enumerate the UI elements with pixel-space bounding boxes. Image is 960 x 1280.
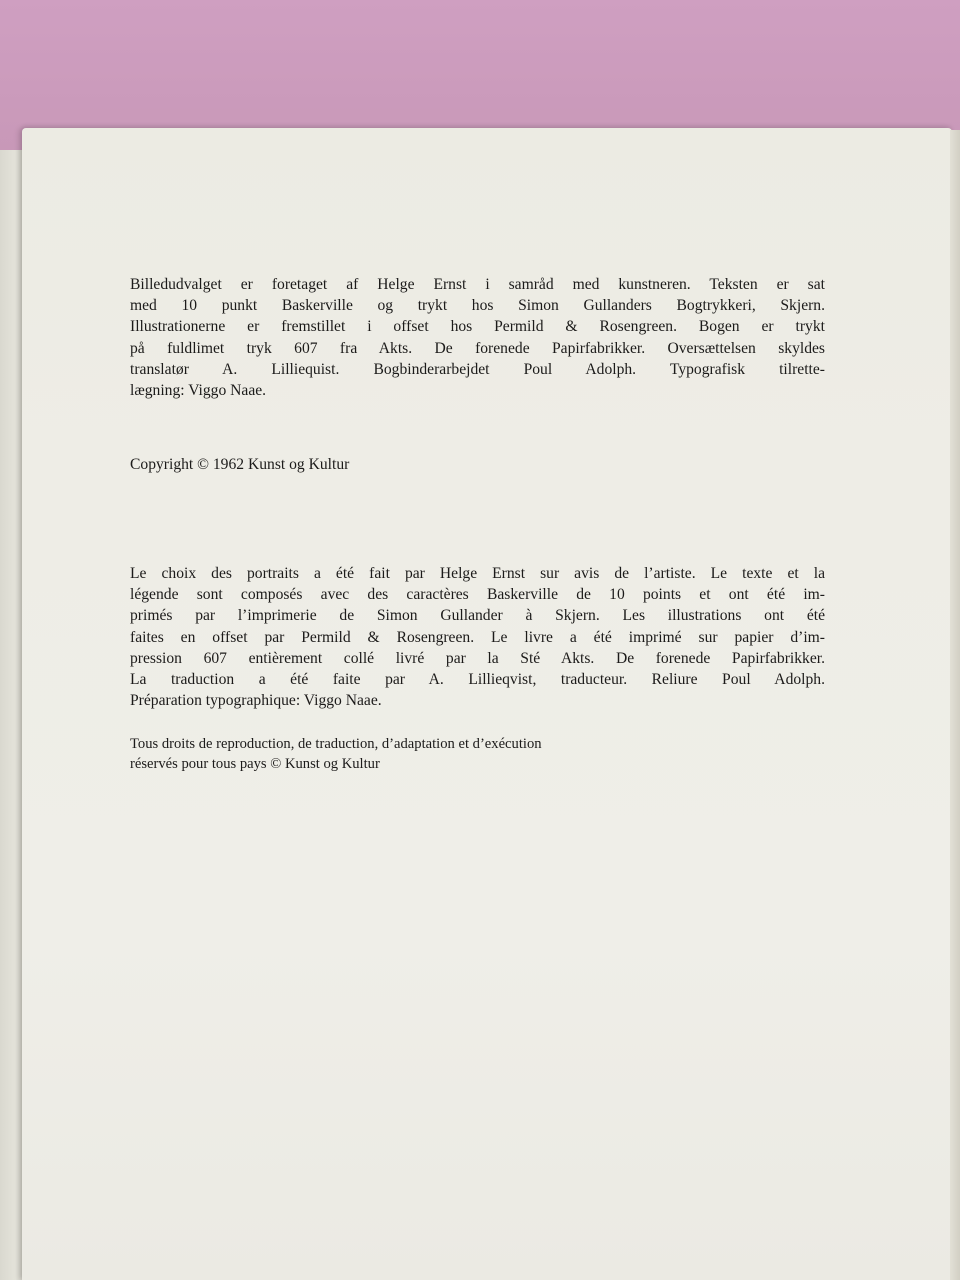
colophon-line: med 10 punkt Baskerville og trykt hos Simon Gullanders Bogtrykkeri, Skjern. [130, 297, 825, 315]
colophon-line: Préparation typographique: Viggo Naae. [130, 692, 382, 710]
colophon-line: Le choix des portraits a été fait par Helge Ernst sur avis de l’artiste. Le texte et la [130, 565, 825, 582]
colophon-line: La traduction a été faite par A. Lillieqvist, traducteur. Reliure Poul Adolph. [130, 671, 825, 689]
rights-notice [130, 734, 542, 775]
colophon-line: Billedudvalget er foretaget af Helge Ernst i samråd med kunstneren. Teksten er sat [130, 276, 825, 293]
colophon-line: primés par l’imprimerie de Simon Gullander à Skjern. Les illustrations ont été [130, 607, 825, 625]
colophon-line: lægning: Viggo Naae. [130, 382, 267, 400]
colophon-line: faites en offset par Permild & Rosengreen. Le livre a été imprimé sur papier d’im- [130, 628, 825, 646]
colophon-line: pression 607 entièrement collé livré par la Sté Akts. De forenede Papirfabrikker. [130, 649, 825, 667]
danish-colophon-paragraph [130, 274, 825, 401]
rights-line: Tous droits de reproduction, de traduction, d’adaptation et d’exécution [130, 736, 542, 752]
copyright-notice: Copyright © 1962 Kunst og Kultur [130, 456, 350, 473]
french-colophon-paragraph [130, 563, 825, 711]
french-colophon [130, 563, 825, 711]
rights-line: réservés pour tous pays © Kunst og Kultur [130, 756, 380, 773]
colophon-line: translatør A. Lilliequist. Bogbinderarbejdet Poul Adolph. Typografisk tilrette- [130, 360, 825, 378]
colophon-line: Illustrationerne er fremstillet i offset hos Permild & Rosengreen. Bogen er trykt [130, 318, 825, 336]
page-stack-edge [950, 130, 960, 1280]
colophon-line: légende sont composés avec des caractères Baskerville de 10 points et ont été im- [130, 586, 825, 604]
colophon-line: på fuldlimet tryk 607 fra Akts. De forenede Papirfabrikker. Oversættelsen skyldes [130, 339, 825, 357]
danish-colophon [130, 274, 825, 401]
